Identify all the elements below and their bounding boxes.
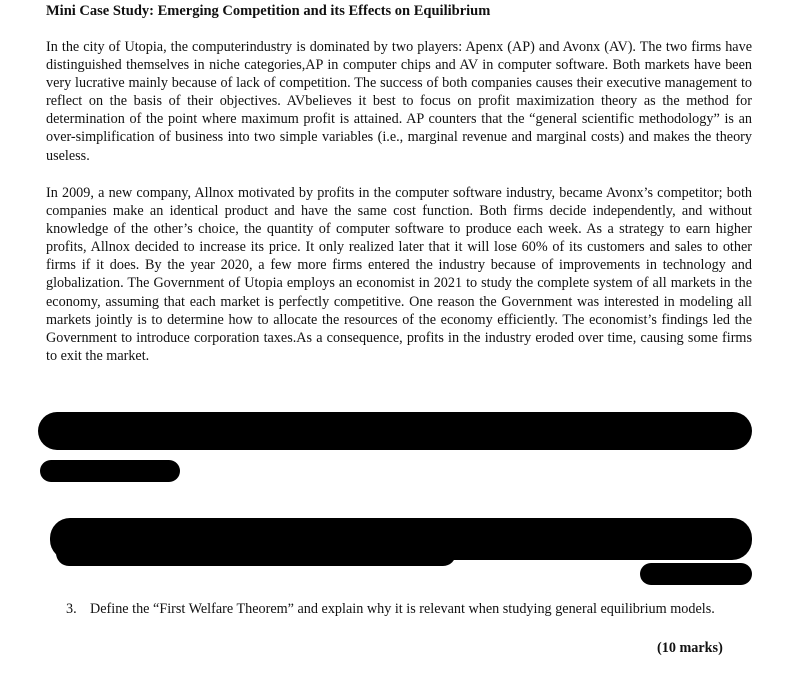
redaction-bar	[640, 563, 752, 585]
question-number: 3.	[66, 601, 77, 617]
question-marks: (10 marks)	[657, 640, 723, 656]
question-text: Define the “First Welfare Theorem” and explain why it is relevant when studying general equilibrium models.	[90, 601, 715, 617]
paragraph-1: In the city of Utopia, the computerindustry is dominated by two players: Apenx (AP) and Avonx (AV). The two firms have distinguished themselves in niche categories,AP in computer chips and AV in computer software. Both markets have been very lucrative mainly because of lack of competition. The success of both companies causes their executive management to reflect on the basis of their objectives. AVbelieves it best to focus on profit maximization theory as the method for determination of the point where maximum profit is attained. AP counters that the “general scientific methodology” is an over-simplification of business into two simple variables (i.e., marginal revenue and marginal costs) and makes the theory useless.	[46, 39, 752, 164]
redaction-bar	[40, 460, 180, 482]
redaction-bar	[38, 412, 752, 450]
case-study-title: Mini Case Study: Emerging Competition and its Effects on Equilibrium	[46, 3, 491, 19]
paragraph-2: In 2009, a new company, Allnox motivated by profits in the computer software industry, became Avonx’s competitor; both companies make an identical product and have the same cost function. Both firms decide independently, and without knowledge of the other’s choice, the quantity of computer software to produce each week. As a strategy to earn higher profits, Allnox decided to increase its price. It only realized later that it will lose 60% of its customers and sales to other firms if it does. By the year 2020, a few more firms entered the industry because of improvements in technology and globalization. The Government of Utopia employs an economist in 2021 to study the complete system of all markets in the economy, assuming that each market is perfectly competitive. One reason the Government was interested in modeling all markets jointly is to determine how to allocate the resources of the economy efficiently. The economist’s findings led the Government to introduce corporation taxes.As a consequence, profits in the industry eroded over time, causing some firms to exit the market.	[46, 185, 752, 364]
redaction-bar	[56, 540, 456, 566]
